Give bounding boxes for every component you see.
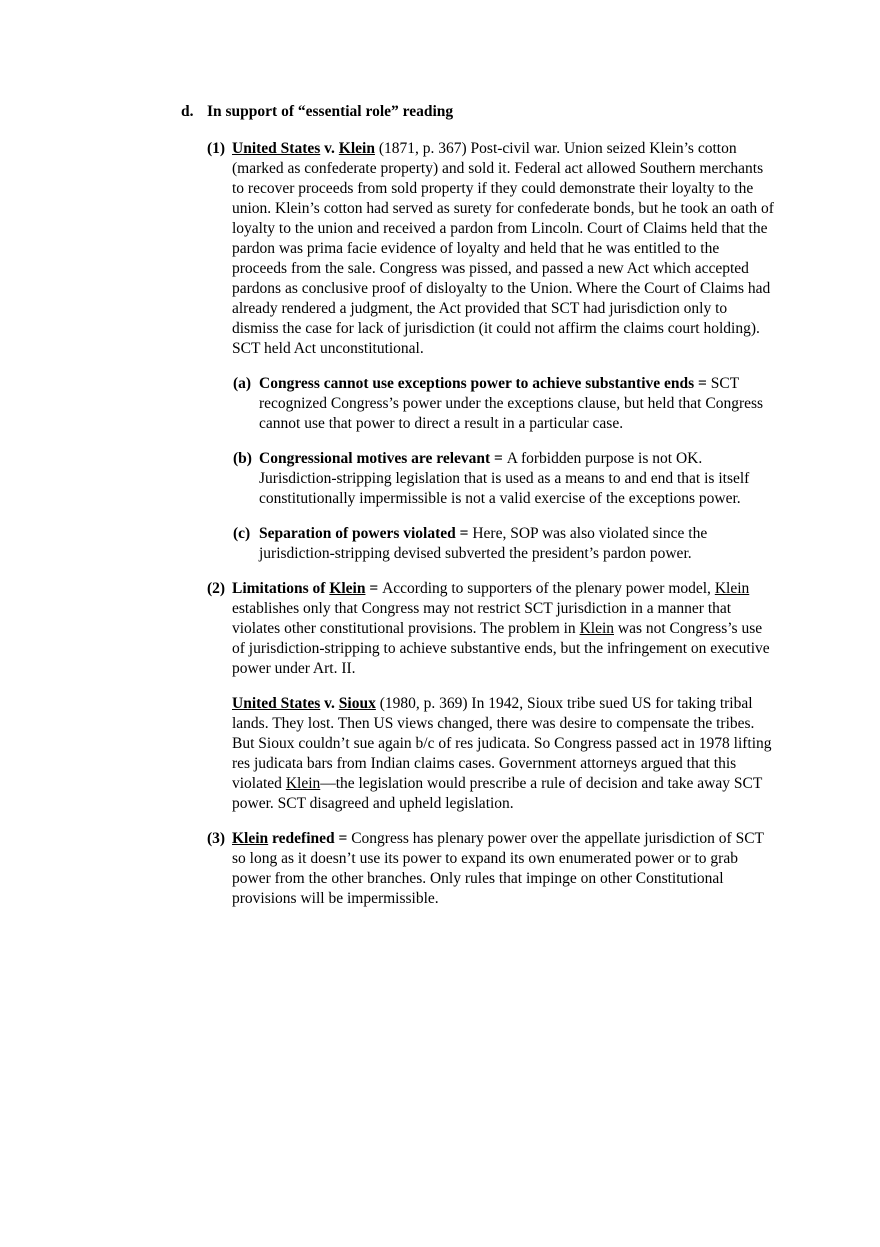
subitem-title: Congressional motives are relevant = (259, 450, 507, 467)
case-name: United States (232, 695, 321, 712)
text-run: was not Congress’s use of jurisdiction-stripping to achieve substantive ends, but the infringement on executive power under Art. II. (232, 620, 770, 677)
item-marker: d. (181, 103, 194, 120)
item-marker: (c) (233, 525, 251, 542)
outline-item-2 (207, 579, 775, 679)
outline-heading-d (181, 102, 661, 122)
case-ref-klein: Klein (714, 580, 750, 597)
item-marker: (3) (207, 830, 226, 847)
text-run: = (365, 580, 383, 597)
paragraph-sioux (232, 694, 776, 814)
subitem-title: Separation of powers violated = (259, 525, 473, 542)
outline-subitem-a (233, 374, 776, 434)
text-run: v. (320, 140, 339, 157)
text-run: Congress has plenary power over the appellate jurisdiction of SCT so long as it doesn’t use its power to expand its own enumerated power or to grab power from the other branches. Only rules that impinge on other Constitutional provisions will be impermissible. (232, 830, 764, 907)
outline-subitem-b (233, 449, 776, 509)
text-run: A forbidden purpose is not OK. Jurisdiction-stripping legislation that is used as a means to and end that is itself constitutionally impermissible is not a valid exercise of the exceptions power. (259, 450, 750, 507)
outline-subitem-c (233, 524, 776, 564)
text-run: (1871, p. 367) Post-civil war. Union seized Klein’s cotton (marked as confederate property) and sold it. Federal act allowed Southern merchants to recover proceeds from sold property if they could demonstrate their loyalty to the union. Klein’s cotton had served as surety for confederate bonds, but he took an oath of loyalty to the union and received a pardon from Lincoln. Court of Claims held that the pardon was prima facie evidence of loyalty and held that he was entitled to the proceeds from the sale. Congress was pissed, and passed a new Act which accepted pardons as conclusive proof of disloyalty to the Union. Where the Court of Claims had already rendered a judgment, the Act provided that SCT had jurisdiction only to dismiss the case for lack of jurisdiction (it could not affirm the claims court holding). SCT held Act unconstitutional. (232, 140, 774, 357)
case-name: United States (232, 140, 321, 157)
subitem-title: Congress cannot use exceptions power to achieve substantive ends = (259, 375, 711, 392)
text-run: v. (320, 695, 339, 712)
text-run: establishes only that Congress may not restrict SCT jurisdiction in a manner that violates other constitutional provisions. The problem in (232, 600, 732, 637)
outline-item-3 (207, 829, 775, 909)
case-ref-klein: Klein (579, 620, 614, 637)
text-run: —the legislation would prescribe a rule of decision and take away SCT power. SCT disagreed and upheld legislation. (232, 775, 763, 812)
text-run: SCT recognized Congress’s power under the exceptions clause, but held that Congress cannot use that power to direct a result in a particular case. (259, 375, 764, 432)
case-name: Sioux (338, 695, 376, 712)
item-marker: (a) (233, 375, 252, 392)
text-run: Here, SOP was also violated since the jurisdiction-stripping devised subverted the president’s pardon power. (259, 525, 708, 562)
item-marker: (b) (233, 450, 252, 467)
case-name: Klein (338, 140, 375, 157)
outline-heading-text: In support of “essential role” reading (207, 103, 454, 120)
text-run: (1980, p. 369) In 1942, Sioux tribe sued US for taking tribal lands. They lost. Then US views changed, there was desire to compensate the tribes. But Sioux couldn’t sue again b/c of res judicata. So Congress passed act in 1978 lifting res judicata bars from Indian claims cases. Government attorneys argued that this violated (232, 695, 772, 792)
case-ref-klein: Klein (285, 775, 321, 792)
outline-item-1 (207, 139, 775, 359)
item-marker: (1) (207, 140, 226, 157)
text-run: According to supporters of the plenary power model, (382, 580, 715, 597)
subitem-title: redefined = (268, 830, 352, 847)
case-ref-klein: Klein (232, 830, 269, 847)
item-marker: (2) (207, 580, 226, 597)
outline-content (0, 102, 776, 924)
case-ref-klein: Klein (329, 580, 366, 597)
subitem-title: Limitations of (232, 580, 330, 597)
